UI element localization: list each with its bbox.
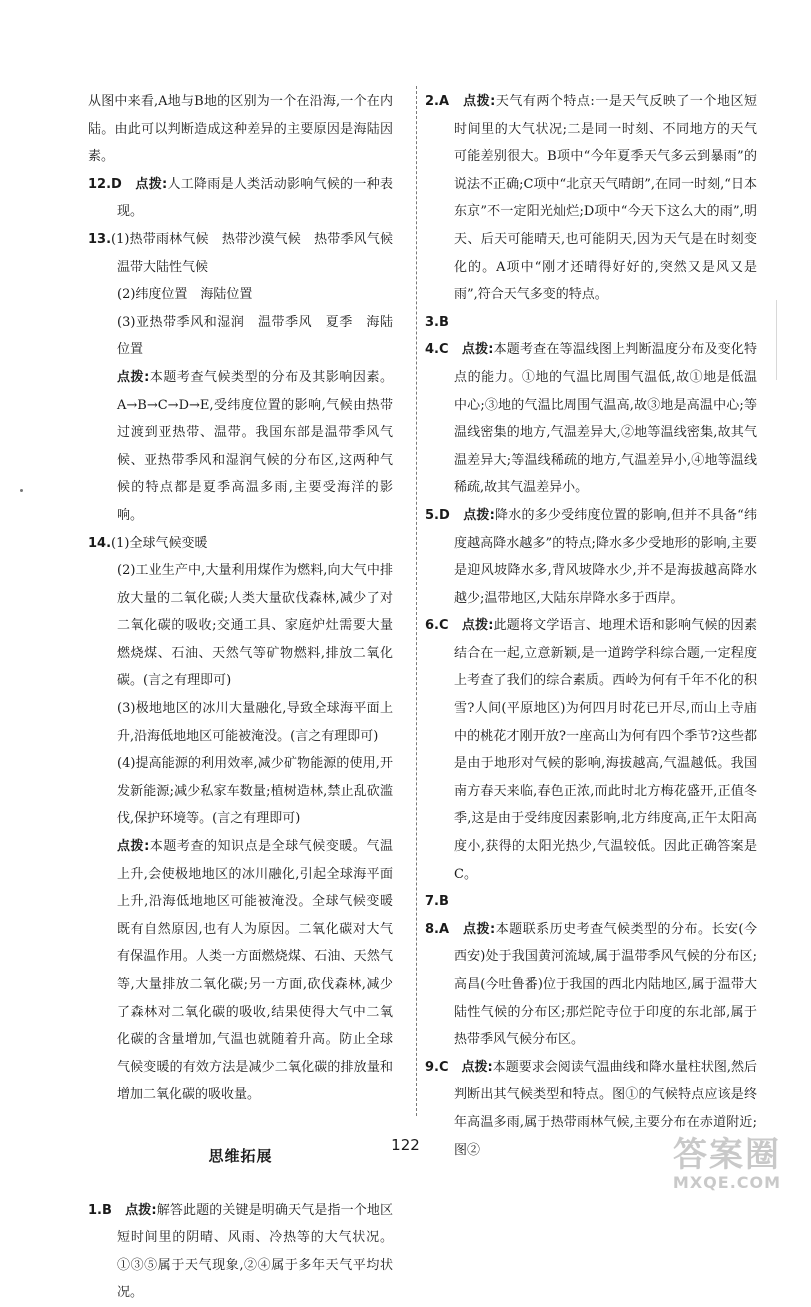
watermark-url: MXQE.COM (672, 1173, 782, 1192)
s8-text: 本题联系历史考查气候类型的分布。长安(今西安)处于我国黄河流域,属于温带季风气候的分布区;高昌(今吐鲁番)位于我国的西北内陆地区,属于温带大陆性气候的分布区;那烂陀寺位于印度的东北部,属于热带季风气候分布区。 (454, 921, 757, 1048)
right-column (425, 88, 757, 1164)
scan-mark (776, 300, 777, 380)
section-title: 思维拓展 (208, 1146, 273, 1165)
q12-tag: 点拨: (135, 176, 168, 192)
answer-q14-part2: (2)工业生产中,大量利用煤作为燃料,向大气中排放大量的二氧化碳;人类大量砍伐森林,减少了对二氧化碳的吸收;交通工具、家庭炉灶需要大量燃烧煤、石油、天然气等矿物燃料,排放二氧化碳。(言之有理即可) (117, 563, 393, 689)
s1-text: 解答此题的关键是明确天气是指一个地区短时间里的阴晴、风雨、冷热等的大气状况。①③⑤属于天气现象,②④属于多年天气平均状况。 (117, 1202, 393, 1301)
q11-continuation: 从图中来看,A地与B地的区别为一个在沿海,一个在内陆。由此可以判断造成这种差异的主要原因是海陆因素。 (88, 94, 393, 165)
answer-s6 (425, 612, 757, 888)
s6-text: 此题将文学语言、地理术语和影响气候的因素结合在一起,立意新颖,是一道跨学科综合题,一定程度上考查了我们的综合素质。西岭为何有千年不化的积雪?人间(平原地区)为何四月时花已开尽,而山上寺庙中的桃花才刚开放?一座高山为何有四个季节?这些都是由于地形对气候的影响,海拔越高,气温越低。我国南方春天来临,春色正浓,而此时北方梅花盛开,正值冬季,这是由于受纬度因素影响,北方纬度高,正午太阳高度小,获得的太阳光热少,气温较低。因此正确答案是C。 (454, 618, 757, 882)
s6-tag: 点拨: (461, 618, 494, 634)
answer-q13-part3: (3)亚热带季风和湿润 温带季风 夏季 海陆位置 (117, 314, 393, 358)
s9-text: 本题要求会阅读气温曲线和降水量柱状图,然后判断出其气候类型和特点。图①的气候特点应该是终年高温多雨,属于热带雨林气候,主要分布在赤道附近;图② (454, 1059, 757, 1158)
watermark-mark: 答案圈 (673, 1135, 781, 1175)
s8-number: 8.A (425, 921, 450, 937)
answer-s7 (425, 888, 757, 916)
answer-q14-note (88, 833, 393, 1109)
answer-s1 (88, 1197, 393, 1307)
s2-text: 天气有两个特点:一是天气反映了一个地区短时间里的大气状况;二是同一时刻、不同地方的天气可能差别很大。B项中“今年夏季天气多云到暴雨”的说法不正确;C项中“北京天气晴朗”,在同一时刻,“日本东京”不一定阳光灿烂;D项中“今天下这么大的雨”,明天、后天可能晴天,也可能阴天,因为天气是在时刻变化的。A项中“刚才还晴得好好的,突然又是风又是雨”,符合天气多变的特点。 (454, 94, 757, 303)
answer-q13-part2: (2)纬度位置 海陆位置 (117, 287, 253, 303)
answer-q13-part1 (88, 226, 407, 281)
answer-s3 (425, 309, 757, 337)
s3-number: 3.B (425, 314, 449, 330)
s5-tag: 点拨: (463, 507, 495, 523)
s8-tag: 点拨: (463, 921, 496, 937)
column-divider (416, 86, 417, 1116)
s5-text: 降水的多少受纬度位置的影响,但并不具备“纬度越高降水越多”的特点;降水多少受地形的影响,主要是迎风坡降水多,背风坡降水少,并不是海拔越高降水越少;温带地区,大陆东岸降水多于西岸。 (454, 507, 757, 606)
s7-number: 7.B (425, 894, 449, 910)
s9-number: 9.C (425, 1059, 449, 1075)
answer-s8 (425, 916, 757, 1054)
s1-number: 1.B (88, 1202, 112, 1218)
q13-tag: 点拨: (117, 369, 150, 385)
q13-note-text: 本题考查气候类型的分布及其影响因素。A→B→C→D→E,受纬度位置的影响,气候由热带过渡到亚热带、温带。我国东部是温带季风气候、亚热带季风和湿润气候的分布区,这两种气候的特点都是夏季高温多雨,主要受海洋的影响。 (117, 369, 393, 523)
s4-number: 4.C (425, 342, 449, 358)
q14-number: 14. (88, 535, 112, 551)
answer-q14-part1 (88, 530, 393, 558)
answer-q14-part4: (4)提高能源的利用效率,减少矿物能源的使用,开发新能源;减少私家车数量;植树造林,禁止乱砍滥伐,保护环境等。(言之有理即可) (117, 756, 393, 827)
s4-text: 本题考查在等温线图上判断温度分布及变化特点的能力。①地的气温比周围气温低,故①地是低温中心;③地的气温比周围气温高,故③地是高温中心;等温线密集的地方,气温差异大,②地等温线密集,故其气温差异大;等温线稀疏的地方,气温差异小,④地等温线稀疏,故其气温差异小。 (454, 342, 757, 496)
q14-tag: 点拨: (117, 839, 150, 855)
answer-s4 (425, 336, 757, 502)
answer-s5 (425, 502, 757, 612)
q12-text: 人工降雨是人类活动影响气候的一种表现。 (117, 176, 393, 220)
q14-note-text: 本题考查的知识点是全球气候变暖。气温上升,会使极地地区的冰川融化,引起全球海平面上升,沿海低地地区可能被淹没。全球气候变暖既有自然原因,也有人为原因。二氧化碳对大气有保温作用。人类一方面燃烧煤、石油、天然气等,大量排放二氧化碳;另一方面,砍伐森林,减少了森林对二氧化碳的吸收,结果使得大气中二氧化碳的含量增加,气温也就随着升高。防止全球气候变暖的有效方法是减少二氧化碳的排放量和增加二氧化碳的吸收量。 (117, 839, 393, 1103)
q12-number: 12.D (88, 176, 122, 192)
watermark-logo (657, 1136, 797, 1194)
s9-tag: 点拨: (461, 1059, 493, 1075)
answer-q13-note (88, 364, 393, 530)
s2-tag: 点拨: (463, 94, 496, 109)
answer-q12 (88, 171, 393, 226)
answer-q14-part3: (3)极地地区的冰川大量融化,导致全球海平面上升,沿海低地地区可能被淹没。(言之有理即可) (117, 701, 393, 744)
s1-tag: 点拨: (125, 1202, 157, 1218)
q13-line1: (1)热带雨林气候 热带沙漠气候 热带季风气候 温带大陆性气候 (111, 231, 407, 275)
s6-number: 6.C (425, 618, 449, 634)
s4-tag: 点拨: (461, 342, 494, 358)
s2-number: 2.A (425, 94, 450, 109)
q14-line1: (1)全球气候变暖 (111, 535, 208, 551)
page-number: 122 (391, 1136, 420, 1154)
answer-s2 (425, 88, 757, 309)
s5-number: 5.D (425, 507, 450, 523)
q13-number: 13. (88, 231, 112, 247)
scan-dot (20, 489, 23, 492)
